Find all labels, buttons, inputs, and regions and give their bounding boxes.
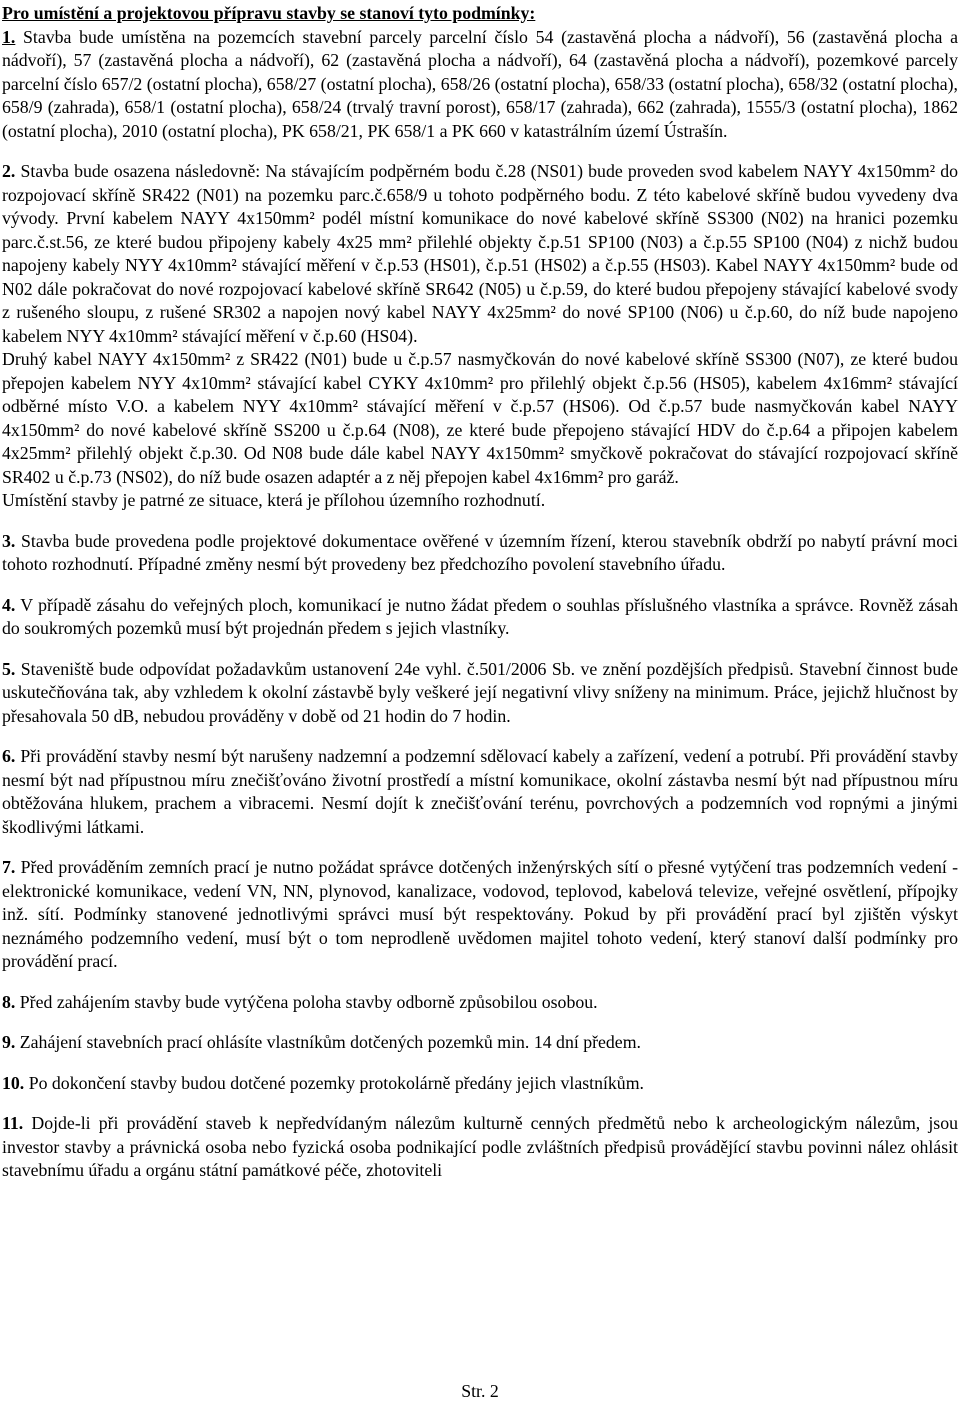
page-number: Str. 2 bbox=[461, 1381, 499, 1401]
condition-8 bbox=[2, 991, 958, 1015]
condition-number: 9. bbox=[2, 1032, 16, 1052]
condition-number: 4. bbox=[2, 594, 16, 615]
condition-11 bbox=[2, 1112, 958, 1183]
condition-text: Dojde-li při provádění staveb k nepředvídaným nálezům kulturně cenných předmětů nebo k archeologickým nálezům, jsou investor stavby a právnická osoba nebo fyzická osoba podnikající podle zvláštních předpisů provádějící stavbu povinni nález ohlásit stavebnímu úřadu a orgánu státní památkové péče, zhotoviteli bbox=[2, 1113, 958, 1180]
condition-text: Před prováděním zemních prací je nutno požádat správce dotčených inženýrských sítí o přesné vytýčení tras podzemních vedení - elektronické komunikace, vedení VN, NN, plynovod, kanalizace, vodovod, teplovod, kabelová televize, veřejné osvětlení, přípojky inž. sítí. Podmínky stanovené jednotlivými správci musí být respektovány. Pokud by při provádění prací byl zjištěn výskyt neznámého podzemního vedení, musí být o tom neprodleně uvědomen majitel tohoto vedení, který stanoví další podmínky pro provádění prací. bbox=[2, 857, 958, 971]
condition-9 bbox=[2, 1031, 958, 1055]
condition-text: Zahájení stavebních prací ohlásíte vlastníkům dotčených pozemků min. 14 dní předem. bbox=[19, 1032, 641, 1052]
condition-6 bbox=[2, 745, 958, 839]
condition-number: 7. bbox=[2, 857, 16, 877]
condition-number: 2. bbox=[2, 161, 16, 181]
condition-text: Stavba bude umístěna na pozemcích stavební parcely parcelní číslo 54 (zastavěná plocha a nádvoří), 56 (zastavěná plocha a nádvoří), 57 (zastavěná plocha a nádvoří), 62 (zastavěná plocha a nádvoří), 64 (zastavěná plocha a nádvoří), pozemkové parcely parcelní číslo 657/2 (ostatní plocha), 658/27 (ostatní plocha), 658/26 (ostatní plocha), 658/33 (ostatní plocha), 658/32 (ostatní plocha), 658/9 (zahrada), 658/1 (ostatní plocha), 658/24 (trvalý travní porost), 658/17 (zahrada), 662 (zahrada), 1555/3 (ostatní plocha), 1862 (ostatní plocha), 2010 (ostatní plocha), PK 658/21, PK 658/1 a PK 660 v katastrálním území Ústrašín. bbox=[2, 26, 959, 141]
condition-text: Stavba bude osazena následovně: Na stávajícím podpěrném bodu č.28 (NS01) bude proveden svod kabelem NAYY 4x150mm² do rozpojovací skříně SR422 (N01) na pozemku parc.č.658/9 u tohoto podpěrného bodu. Z této kabelové skříně budou vyvedeny dva vývody. První kabelem NAYY 4x150mm² podél místní komunikace do nové kabelové skříně SS300 (N02) na hranici pozemku parc.č.st.56, ze které budou připojeny kabely 4x25 mm² přilehlé objekty č.p.51 SP100 (N03) a č.p.55 SP100 (N04) z nichž budou napojeny kabely NYY 4x10mm² stávající měření v č.p.53 (HS01), č.p.51 (HS02) a č.p.55 (HS03). Kabel NAYY 4x150mm² bude od N02 dále pokračovat do nové rozpojovací kabelové skříně SR642 (N05) u č.p.59, do které budou přepojeny stávající kabelové svody z rušeného sloupu, z rušené SR302 a napojen nový kabel NAYY 4x25mm² do nové SP100 (N06) u č.p.60, do níž bude napojeno kabelem NYY 4x10mm² stávající měření v č.p.60 (HS04). bbox=[2, 161, 958, 346]
conditions-heading: Pro umístění a projektovou přípravu stavby se stanoví tyto podmínky: bbox=[2, 3, 536, 23]
condition-number: 5. bbox=[2, 658, 16, 679]
condition-text: V případě zásahu do veřejných ploch, komunikací je nutno žádat předem o souhlas příslušného vlastníka a správce. Rovněž zásah do soukromých pozemků musí být projednán předem s jejich vlastníky. bbox=[2, 594, 959, 638]
condition-2-paragraph-2: Druhý kabel NAYY 4x150mm² z SR422 (N01) bude u č.p.57 nasmyčkován do nové kabelové skříně SS300 (N07), ze které budou přepojen kabelem NYY 4x10mm² stávající kabel CYKY 4x10mm² pro přilehlý objekt č.p.56 (HS05), kabelem 4x16mm² stávající odběrné místo V.O. a kabelem NYY 4x10mm² stávající měření v č.p.57 (HS06). Od č.p.57 bude nasmyčkován kabel NAYY 4x150mm² do nové kabelové skříně SS200 u č.p.64 (N08), ze které bude přepojeno stávající HDV do č.p.64 a připojen kabelem 4x25mm² přilehlý objekt č.p.30. Od N08 bude dále kabel NAYY 4x150mm² smyčkově pokračovat do stávající rozpojovací skříně SR402 u č.p.73 (NS02), do níž bude osazen adaptér a z něj přepojen kabel 4x16mm² pro garáž. bbox=[2, 349, 958, 487]
condition-text: Staveniště bude odpovídat požadavkům ustanovení 24e vyhl. č.501/2006 Sb. ve znění pozdějších předpisů. Stavební činnost bude uskutečňována tak, aby vzhledem k okolní zástavbě byly veškeré její negativní vlivy sníženy na minimum. Práce, jejichž hlučnost by přesahovala 50 dB, nebudou prováděny v době od 21 hodin do 7 hodin. bbox=[2, 658, 958, 726]
condition-number: 8. bbox=[2, 991, 16, 1012]
condition-4 bbox=[2, 594, 958, 641]
condition-7 bbox=[2, 856, 958, 974]
condition-text: Po dokončení stavby budou dotčené pozemky protokolárně předány jejich vlastníkům. bbox=[28, 1072, 644, 1093]
condition-3 bbox=[2, 530, 958, 577]
condition-2-paragraph-3: Umístění stavby je patrné ze situace, která je přílohou územního rozhodnutí. bbox=[2, 490, 546, 510]
condition-number: 11. bbox=[2, 1113, 24, 1133]
condition-number: 6. bbox=[2, 746, 16, 766]
condition-text: Před zahájením stavby bude vytýčena poloha stavby odborně způsobilou osobou. bbox=[19, 991, 598, 1012]
condition-text: Při provádění stavby nesmí být narušeny nadzemní a podzemní sdělovací kabely a zařízení, vedení a potrubí. Při provádění stavby nesmí být nad přípustnou míru znečišťováno životní prostředí a místní komunikace, okolní zástavba nesmí být nad přípustnou míru obtěžována hlukem, prachem a vibracemi. Nesmí dojít k znečišťování terénu, povrchových a podzemních vod ropnými a jinými škodlivými látkami. bbox=[2, 746, 958, 837]
condition-10 bbox=[2, 1072, 958, 1096]
condition-text: Stavba bude provedena podle projektové dokumentace ověřené v územním řízení, kterou stavebník obdrží po nabytí právní moci tohoto rozhodnutí. Případné změny nesmí být provedeny bez předchozího povolení stavebního úřadu. bbox=[2, 530, 958, 574]
condition-2 bbox=[2, 160, 958, 348]
condition-number: 1. bbox=[2, 26, 16, 47]
condition-number: 10. bbox=[2, 1072, 25, 1093]
condition-5 bbox=[2, 658, 958, 729]
condition-1 bbox=[2, 26, 958, 144]
condition-number: 3. bbox=[2, 530, 16, 551]
